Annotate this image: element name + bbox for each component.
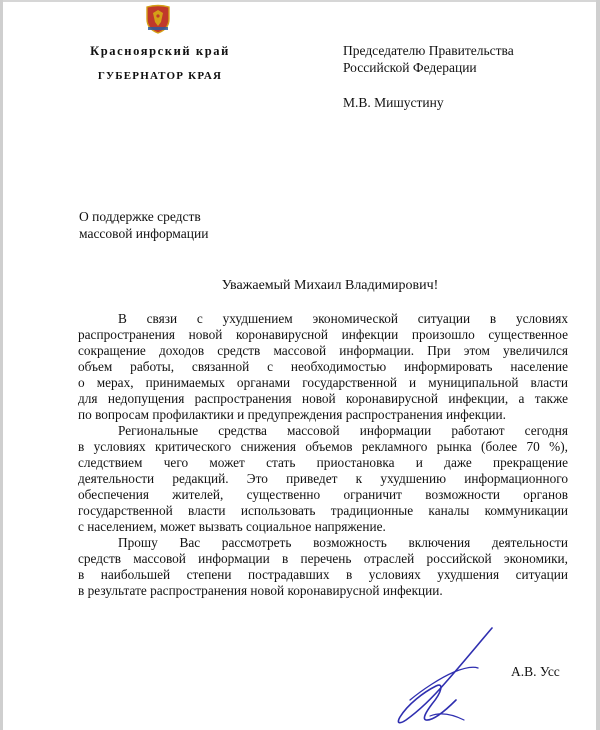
subject-block	[79, 208, 208, 242]
body-line: объем работы, связанной с необходимостью информировать население	[78, 359, 568, 374]
subject-line-1: О поддержке средств	[79, 209, 201, 224]
body-line: в наибольшей степени пострадавших в условиях ухудшения ситуации	[78, 567, 568, 582]
scan-border-right	[596, 0, 600, 730]
addressee-line-1: Председателю Правительства	[343, 43, 514, 58]
coat-of-arms-icon	[144, 4, 172, 34]
signer-name: А.В. Усс	[511, 664, 560, 679]
body-line: следствием чего может стать приостановка и даже прекращение	[78, 455, 568, 470]
body-line: в условиях критического снижения объемов рекламного рынка (более 70 %),	[78, 439, 568, 454]
body-line: деятельности редакций. Это приведет к ухудшению информационного	[78, 471, 568, 486]
salutation: Уважаемый Михаил Владимирович!	[221, 278, 439, 293]
body-line: сокращение доходов средств массовой информации. При этом увеличился	[78, 343, 568, 358]
org-title: ГУБЕРНАТОР КРАЯ	[97, 70, 223, 82]
body-line: распространения новой коронавирусной инфекции произошло существенное	[78, 327, 568, 342]
addressee-name: М.В. Мишустину	[343, 95, 444, 110]
letter-body	[78, 311, 568, 599]
body-line: для недопущения распространения новой коронавирусной инфекции, а также	[78, 391, 568, 406]
body-line: по вопросам профилактики и предупреждения распространения инфекции.	[78, 407, 506, 422]
addressee-block	[343, 42, 514, 76]
body-line: в результате распространения новой коронавирусной инфекции.	[78, 583, 443, 598]
handwritten-signature-icon	[370, 620, 510, 730]
body-line: обеспечения жителей, существенно ограничит возможности органов	[78, 487, 568, 502]
scan-border-left	[0, 0, 3, 730]
body-line: с населением, может вызвать социальное напряжение.	[78, 519, 386, 534]
org-region: Красноярский край	[90, 44, 230, 58]
body-line: Прошу Вас рассмотреть возможность включения деятельности	[118, 535, 568, 550]
body-line: государственной власти использовать традиционные каналы коммуникации	[78, 503, 568, 518]
addressee-line-2: Российской Федерации	[343, 60, 477, 75]
body-line: о мерах, принимаемых органами государственной и муниципальной власти	[78, 375, 568, 390]
body-line: В связи с ухудшением экономической ситуации в условиях	[118, 311, 568, 326]
body-line: средств массовой информации в перечень отраслей российской экономики,	[78, 551, 568, 566]
scan-border-top	[0, 0, 600, 2]
subject-line-2: массовой информации	[79, 226, 209, 241]
body-line: Региональные средства массовой информации работают сегодня	[118, 423, 568, 438]
